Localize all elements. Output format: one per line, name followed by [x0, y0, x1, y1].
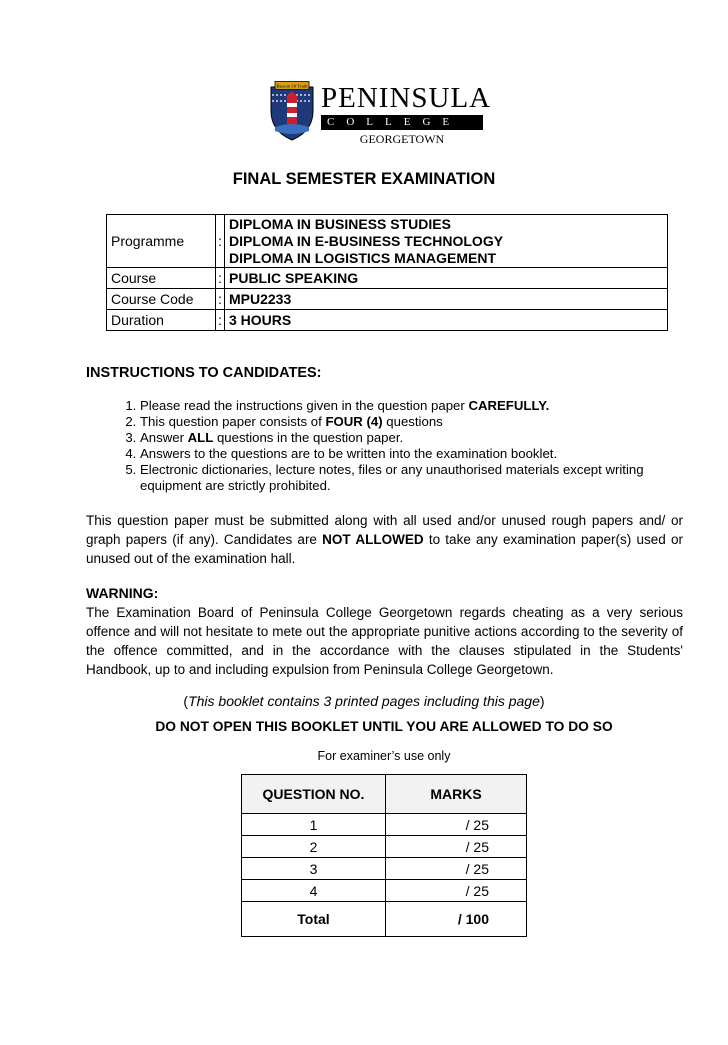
total-row — [242, 902, 527, 937]
question-number: 3 — [242, 858, 386, 880]
college-crest-icon — [269, 81, 315, 141]
list-item — [140, 414, 700, 430]
question-marks: / 25 — [386, 858, 527, 880]
course-label: Course — [107, 268, 216, 289]
paren: ) — [539, 693, 545, 709]
duration-label: Duration — [107, 310, 216, 331]
marks-header: MARKS — [386, 775, 527, 814]
course-code-label: Course Code — [107, 289, 216, 310]
booklet-note — [0, 693, 728, 709]
instruction-emphasis: CAREFULLY. — [468, 398, 550, 413]
colon: : — [216, 215, 225, 268]
programme-line: DIPLOMA IN LOGISTICS MANAGEMENT — [229, 249, 497, 266]
programme-line: DIPLOMA IN E-BUSINESS TECHNOLOGY — [229, 232, 504, 249]
total-marks: / 100 — [386, 902, 527, 937]
course-value: PUBLIC SPEAKING — [225, 268, 668, 289]
logo-name: PENINSULA — [321, 82, 492, 114]
instruction-text: questions in the question paper. — [213, 430, 404, 445]
question-no-header: QUESTION NO. — [242, 775, 386, 814]
instruction-text: Answers to the questions are to be written into the examination booklet. — [140, 446, 558, 461]
table-row — [242, 836, 527, 858]
warning-paragraph: The Examination Board of Peninsula College Georgetown regards cheating as a very serious offence and will not hesitate to mete out the appropriate punitive actions according to the severity of the offence committed, and in the accordance with the clauses stipulated in the Students' Handbook, up to and including expulsion from Peninsula College Georgetown. — [86, 605, 683, 677]
list-item — [140, 430, 700, 446]
table-row — [242, 880, 527, 902]
programme-value — [225, 215, 668, 268]
colon: : — [216, 268, 225, 289]
colon: : — [216, 289, 225, 310]
instruction-text: Answer — [140, 430, 188, 445]
submission-text: This question paper must be submitted along with all used and/or unused rough papers and/ or graph papers (if any). Candidates are — [86, 513, 683, 547]
course-code-value: MPU2233 — [225, 289, 668, 310]
question-number: 1 — [242, 814, 386, 836]
course-code-row — [107, 289, 668, 310]
exam-title: FINAL SEMESTER EXAMINATION — [232, 170, 496, 188]
instruction-emphasis: FOUR (4) — [325, 414, 383, 429]
colon: : — [216, 310, 225, 331]
warning-heading: WARNING: — [86, 585, 159, 601]
instruction-text: This question paper consists of — [140, 414, 326, 429]
duration-row — [107, 310, 668, 331]
question-marks: / 25 — [386, 880, 527, 902]
question-marks: / 25 — [386, 814, 527, 836]
course-info-table — [106, 214, 668, 331]
instruction-text: Electronic dictionaries, lecture notes, files or any unauthorised materials except writing equipment are strictly prohibited. — [140, 462, 644, 493]
instruction-text: questions — [382, 414, 443, 429]
instruction-text: Please read the instructions given in the question paper — [140, 398, 469, 413]
instructions-list — [118, 398, 700, 494]
table-row — [242, 858, 527, 880]
booklet-note-text: This booklet contains 3 printed pages including this page — [188, 693, 540, 709]
total-label: Total — [242, 902, 386, 937]
course-row — [107, 268, 668, 289]
submission-text: to take any examination paper(s) used or unused out of the examination hall. — [86, 532, 684, 566]
instruction-emphasis: ALL — [187, 430, 214, 445]
do-not-open-notice: DO NOT OPEN THIS BOOKLET UNTIL YOU ARE ALLOWED TO DO SO — [155, 719, 613, 734]
question-marks: / 25 — [386, 836, 527, 858]
programme-line: DIPLOMA IN BUSINESS STUDIES — [229, 215, 451, 232]
college-logo — [269, 81, 492, 147]
marks-header-row — [242, 775, 527, 814]
marks-table — [241, 774, 527, 937]
logo-town: GEORGETOWN — [359, 132, 445, 146]
table-row — [242, 814, 527, 836]
paren: ( — [183, 693, 189, 709]
list-item — [140, 398, 700, 414]
list-item — [140, 446, 700, 462]
list-item — [140, 462, 700, 494]
question-number: 2 — [242, 836, 386, 858]
crest-motto: Beacon Of Truth — [276, 83, 308, 89]
question-number: 4 — [242, 880, 386, 902]
instructions-heading: INSTRUCTIONS TO CANDIDATES: — [86, 365, 322, 381]
duration-value: 3 HOURS — [225, 310, 668, 331]
programme-row — [107, 215, 668, 268]
submission-emphasis: NOT ALLOWED — [322, 532, 424, 547]
submission-paragraph — [86, 511, 683, 568]
logo-college: COLLEGE — [321, 115, 483, 130]
examiner-note: For examiner’s use only — [317, 749, 451, 763]
programme-label: Programme — [107, 215, 216, 268]
